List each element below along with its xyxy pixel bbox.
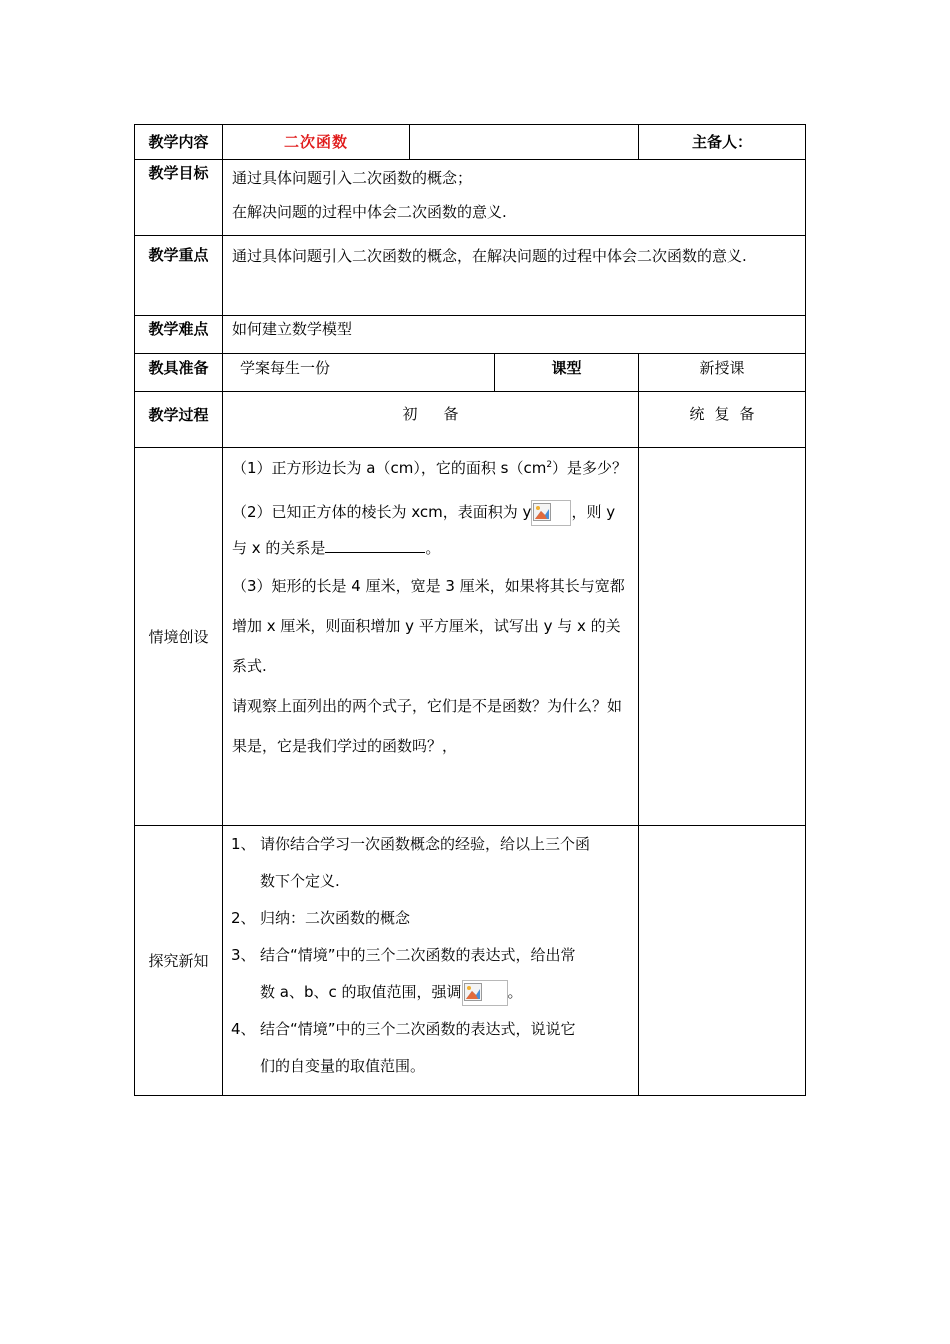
scene-question-2 [232, 494, 630, 566]
process-col-2: 统复备 [689, 405, 765, 423]
process-row [135, 392, 806, 448]
scene-question-4: 请观察上面列出的两个式子，它们是不是函数？为什么？如果是，它是我们学过的函数吗？， [232, 697, 623, 755]
difficulty-text: 如何建立数学模型 [223, 316, 806, 354]
item-3-line-1: 结合“情境”中的三个二次函数的表达式，给出常 [260, 946, 576, 964]
explore-item-4 [231, 1011, 630, 1048]
objective-line-1: 通过具体问题引入二次函数的概念； [232, 169, 473, 187]
broken-image-icon [462, 980, 508, 1006]
explore-label: 探究新知 [135, 826, 223, 1096]
difficulty-row [135, 316, 806, 354]
explore-content [223, 826, 639, 1096]
tools-value: 学案每生一份 [223, 354, 495, 392]
item-3-line-2b: 。 [507, 983, 523, 1001]
topic-title: 二次函数 [223, 125, 410, 160]
q2-text-b: ，则 y 与 x 的关系是 [232, 503, 616, 557]
item-3-number: 3、 [231, 946, 256, 964]
broken-image-icon [531, 500, 571, 526]
focus-text: 通过具体问题引入二次函数的概念，在解决问题的过程中体会二次函数的意义. [223, 236, 806, 316]
scene-row [135, 448, 806, 826]
scene-question-3: （3）矩形的长是 4 厘米，宽是 3 厘米，如果将其长与宽都增加 x 厘米，则面积增加 y 平方厘米，试写出 y 与 x 的关系式. [232, 577, 625, 675]
objective-line-2: 在解决问题的过程中体会二次函数的意义. [232, 203, 507, 221]
process-col-2-cell [639, 392, 806, 448]
explore-item-3 [231, 937, 630, 974]
item-3-line-2 [231, 974, 630, 1011]
scene-content [223, 448, 639, 826]
q1-text-a: （1）正方形边长为 a（cm），它的面积 s（cm [232, 459, 547, 477]
q2-text-c: 。 [425, 539, 441, 557]
header-blank-cell [410, 125, 639, 160]
scene-notes-cell [639, 448, 806, 826]
process-label: 教学过程 [135, 392, 223, 448]
content-label: 教学内容 [135, 125, 223, 160]
explore-notes-cell [639, 826, 806, 1096]
explore-row [135, 826, 806, 1096]
item-2-line-1: 归纳：二次函数的概念 [260, 909, 411, 927]
difficulty-label: 教学难点 [135, 316, 223, 354]
focus-row [135, 236, 806, 316]
scene-question-1 [232, 448, 630, 488]
header-row [135, 125, 806, 160]
item-4-number: 4、 [231, 1020, 256, 1038]
tools-label: 教具准备 [135, 354, 223, 392]
answer-blank [325, 537, 425, 553]
q2-text-a: （2）已知正方体的棱长为 xcm，表面积为 y [232, 503, 532, 521]
q1-superscript: 2 [546, 460, 553, 470]
item-4-line-2: 们的自变量的取值范围。 [260, 1057, 426, 1075]
item-2-number: 2、 [231, 909, 256, 927]
q1-text-b: ）是多少？ [552, 459, 628, 477]
item-1-line-2: 数下个定义. [260, 872, 340, 890]
item-1-line-1: 请你结合学习一次函数概念的经验，给以上三个函 [260, 835, 591, 853]
item-3-line-2a: 数 a、b、c 的取值范围，强调 [260, 983, 462, 1001]
objectives-label: 教学目标 [135, 160, 223, 236]
focus-label: 教学重点 [135, 236, 223, 316]
preparer-label: 主备人： [639, 125, 806, 160]
lesson-type-label: 课型 [495, 354, 639, 392]
lesson-type-value: 新授课 [639, 354, 806, 392]
explore-item-1 [231, 826, 630, 863]
tools-row [135, 354, 806, 392]
lesson-plan-table [134, 124, 806, 1096]
objectives-row [135, 160, 806, 236]
item-4-line-1: 结合“情境”中的三个二次函数的表达式，说说它 [260, 1020, 576, 1038]
objectives-content [223, 160, 806, 236]
process-col-1-cell [223, 392, 639, 448]
item-1-number: 1、 [231, 835, 256, 853]
explore-item-2 [231, 900, 630, 937]
scene-label: 情境创设 [135, 448, 223, 826]
process-col-1: 初备 [402, 405, 485, 423]
